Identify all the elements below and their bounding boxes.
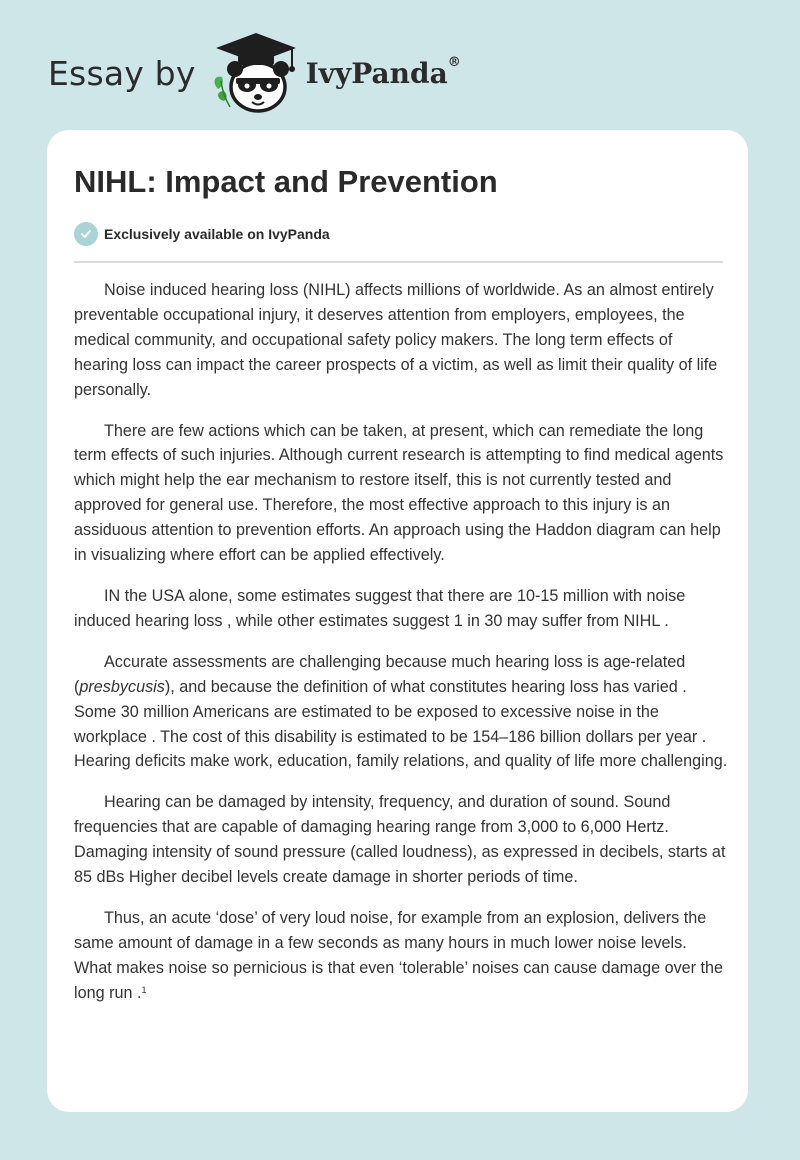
divider: [74, 261, 723, 263]
essay-card: [47, 130, 748, 1112]
paragraph: IN the USA alone, some estimates suggest that there are 10-15 million with noise induced hearing loss , while other estimates suggest 1 in 30 may suffer from NIHL .: [74, 586, 686, 630]
paragraph: Thus, an acute ‘dose’ of very loud noise, for example from an explosion, delivers the same amount of damage in a few seconds as many hours in much lower noise levels. What makes noise so pernicious is that even ‘tolerable’ noises can cause damage over the long run .$^1$: [74, 908, 724, 1002]
essay-body: [74, 278, 729, 1022]
essay-by-label: Essay by: [48, 53, 196, 93]
page-title: NIHL: Impact and Prevention: [74, 164, 498, 199]
paragraph: Hearing can be damaged by intensity, frequency, and duration of sound. Sound frequencies that are capable of damaging hearing range from 3,000 to 6,000 Hertz. Damaging intensity of sound pressure (called loudness), as expressed in decibels, starts at 85 dBs Higher decibel levels create damage in shorter periods of time.: [74, 793, 726, 887]
exclusive-label: Exclusively available on IvyPanda: [104, 226, 330, 242]
trademark-symbol: ®: [447, 54, 461, 70]
italic-term: presbycusis: [79, 677, 165, 696]
brand-name[interactable]: IvyPanda®: [305, 54, 461, 90]
paragraph: Noise induced hearing loss (NIHL) affects millions of worldwide. As an almost entirely preventable occupational injury, it deserves attention from employers, employees, the medical community, and occupational safety policy makers. The long term effects of hearing loss can impact the career prospects of a victim, as well as limit their quality of life personally.: [74, 281, 718, 399]
site-header: [48, 28, 461, 118]
paragraph: There are few actions which can be taken, at present, which can remediate the long term effects of such injuries. Although current research is attempting to find medical agents which might help the ear mechanism to restore itself, this is not currently tested and approved for general use. Therefore, the most effective approach to this injury is an assiduous attention to prevention efforts. An approach using the Haddon diagram can help in visualizing where effort can be applied effectively.: [74, 421, 724, 565]
panda-graduate-icon[interactable]: [212, 31, 300, 115]
paragraph: Accurate assessments are challenging because much hearing loss is age-related (presbycusis), and because the definition of what constitutes hearing loss has varied . Some 30 million Americans are estimated to be exposed to excessive noise in the workplace . The cost of this disability is estimated to be 154–186 billion dollars per year . Hearing deficits make work, education, family relations, and quality of life more challenging.: [74, 652, 728, 771]
check-circle-icon: [74, 222, 98, 246]
exclusive-badge: [74, 222, 330, 246]
footnote-marker[interactable]: 1: [141, 984, 147, 995]
